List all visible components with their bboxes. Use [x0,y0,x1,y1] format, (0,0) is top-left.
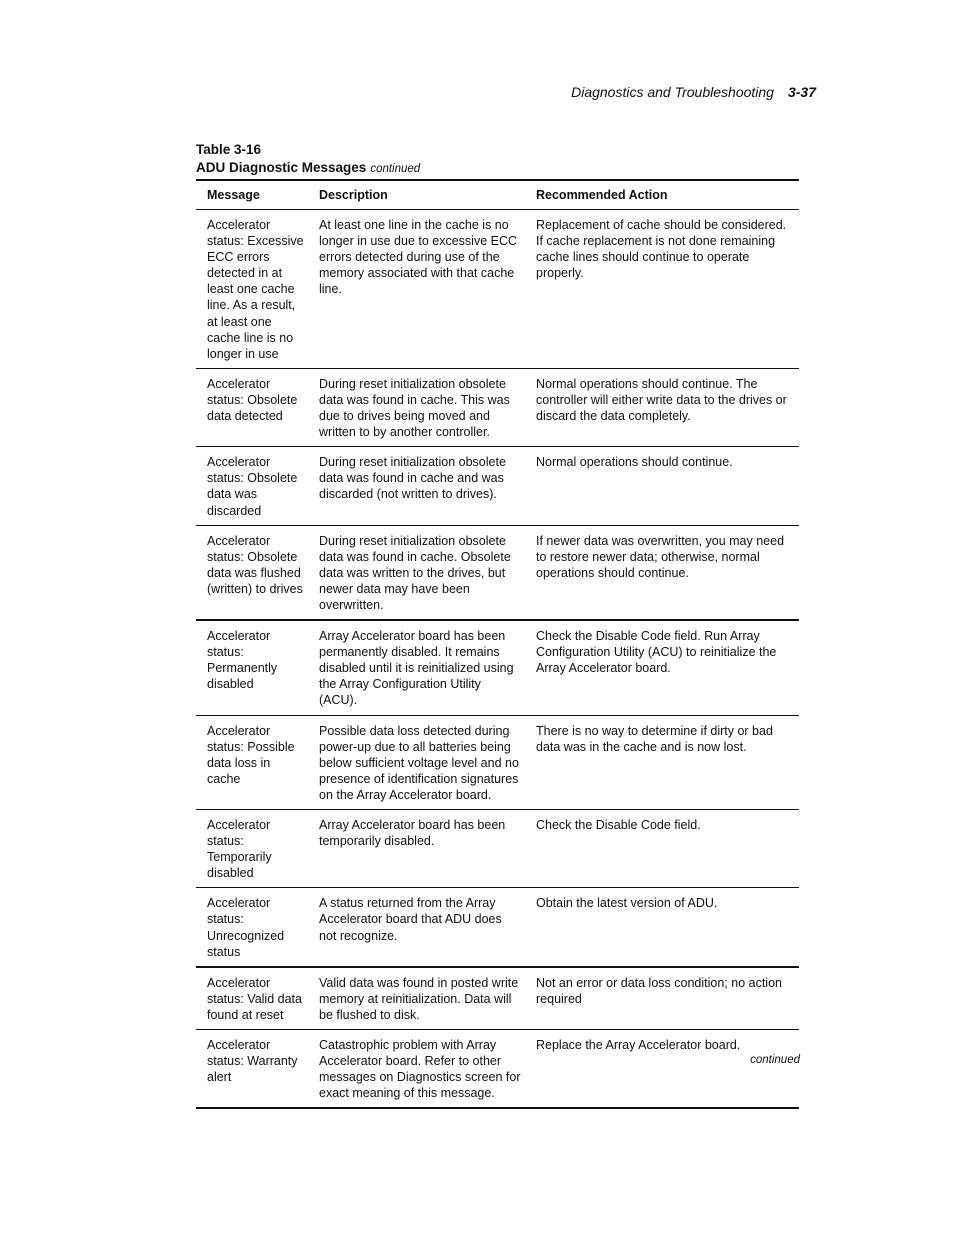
cell-description: Array Accelerator board has been permanently disabled. It remains disabled until it is reinitialized using the Array Configuration Utility (ACU). [308,620,525,715]
cell-description: Catastrophic problem with Array Accelerator board. Refer to other messages on Diagnostics screen for exact meaning of this message. [308,1030,525,1109]
table-row [196,1030,799,1109]
table-number: Table 3-16 [196,142,262,157]
cell-description: At least one line in the cache is no longer in use due to excessive ECC errors detected during use of the memory associated with that cache line. [308,210,525,369]
table-header-row [196,180,799,210]
table [196,179,799,1109]
cell-action: Normal operations should continue. The controller will either write data to the drives or discard the data completely. [525,368,799,446]
column-header-description: Description [308,180,525,210]
cell-message: Accelerator status: Obsolete data detected [196,368,308,446]
cell-action: Normal operations should continue. [525,447,799,525]
cell-action: If newer data was overwritten, you may need to restore newer data; otherwise, normal operations should continue. [525,525,799,620]
cell-message: Accelerator status: Valid data found at reset [196,967,308,1030]
column-header-action: Recommended Action [525,180,799,210]
cell-description: A status returned from the Array Accelerator board that ADU does not recognize. [308,888,525,967]
table-row [196,967,799,1030]
cell-description: During reset initialization obsolete data was found in cache and was discarded (not written to drives). [308,447,525,525]
cell-message: Accelerator status: Permanently disabled [196,620,308,715]
cell-message: Accelerator status: Obsolete data was flushed (written) to drives [196,525,308,620]
cell-description: During reset initialization obsolete data was found in cache. Obsolete data was written to the drives, but newer data may have been overwritten. [308,525,525,620]
table-row [196,620,799,715]
continued-footer: continued [750,1054,800,1066]
cell-action: Replacement of cache should be considered. If cache replacement is not done remaining cache lines should continue to operate properly. [525,210,799,369]
cell-action: Not an error or data loss condition; no action required [525,967,799,1030]
table-row [196,888,799,967]
table-title: ADU Diagnostic Messages [196,160,367,175]
cell-action: Obtain the latest version of ADU. [525,888,799,967]
table-row [196,525,799,620]
cell-description: Valid data was found in posted write memory at reinitialization. Data will be flushed to disk. [308,967,525,1030]
table-row [196,810,799,888]
column-header-message: Message [196,180,308,210]
table-row [196,368,799,446]
cell-action: Check the Disable Code field. Run Array Configuration Utility (ACU) to reinitialize the Array Accelerator board. [525,620,799,715]
cell-action: There is no way to determine if dirty or bad data was in the cache and is now lost. [525,715,799,809]
cell-action: Check the Disable Code field. [525,810,799,888]
page-number: 3-37 [787,84,816,100]
cell-message: Accelerator status: Warranty alert [196,1030,308,1109]
table-continued-label: continued [370,163,421,175]
cell-action: Replace the Array Accelerator board. [525,1030,799,1109]
diagnostic-messages-table [196,179,799,1109]
cell-description: Possible data loss detected during power-up due to all batteries being below sufficient voltage level and no presence of identification signatures on the Array Accelerator board. [308,715,525,809]
table-row [196,715,799,809]
table-title-line [196,159,420,178]
cell-message: Accelerator status: Unrecognized status [196,888,308,967]
running-header [571,84,816,100]
cell-message: Accelerator status: Temporarily disabled [196,810,308,888]
table-row [196,447,799,525]
cell-message: Accelerator status: Excessive ECC errors detected in at least one cache line. As a result, at least one cache line is no longer in use [196,210,308,369]
table-caption [196,141,420,178]
cell-description: Array Accelerator board has been temporarily disabled. [308,810,525,888]
table-row [196,210,799,369]
cell-message: Accelerator status: Obsolete data was discarded [196,447,308,525]
section-title: Diagnostics and Troubleshooting [571,84,774,100]
cell-description: During reset initialization obsolete data was found in cache. This was due to drives being moved and written to by another controller. [308,368,525,446]
cell-message: Accelerator status: Possible data loss in cache [196,715,308,809]
